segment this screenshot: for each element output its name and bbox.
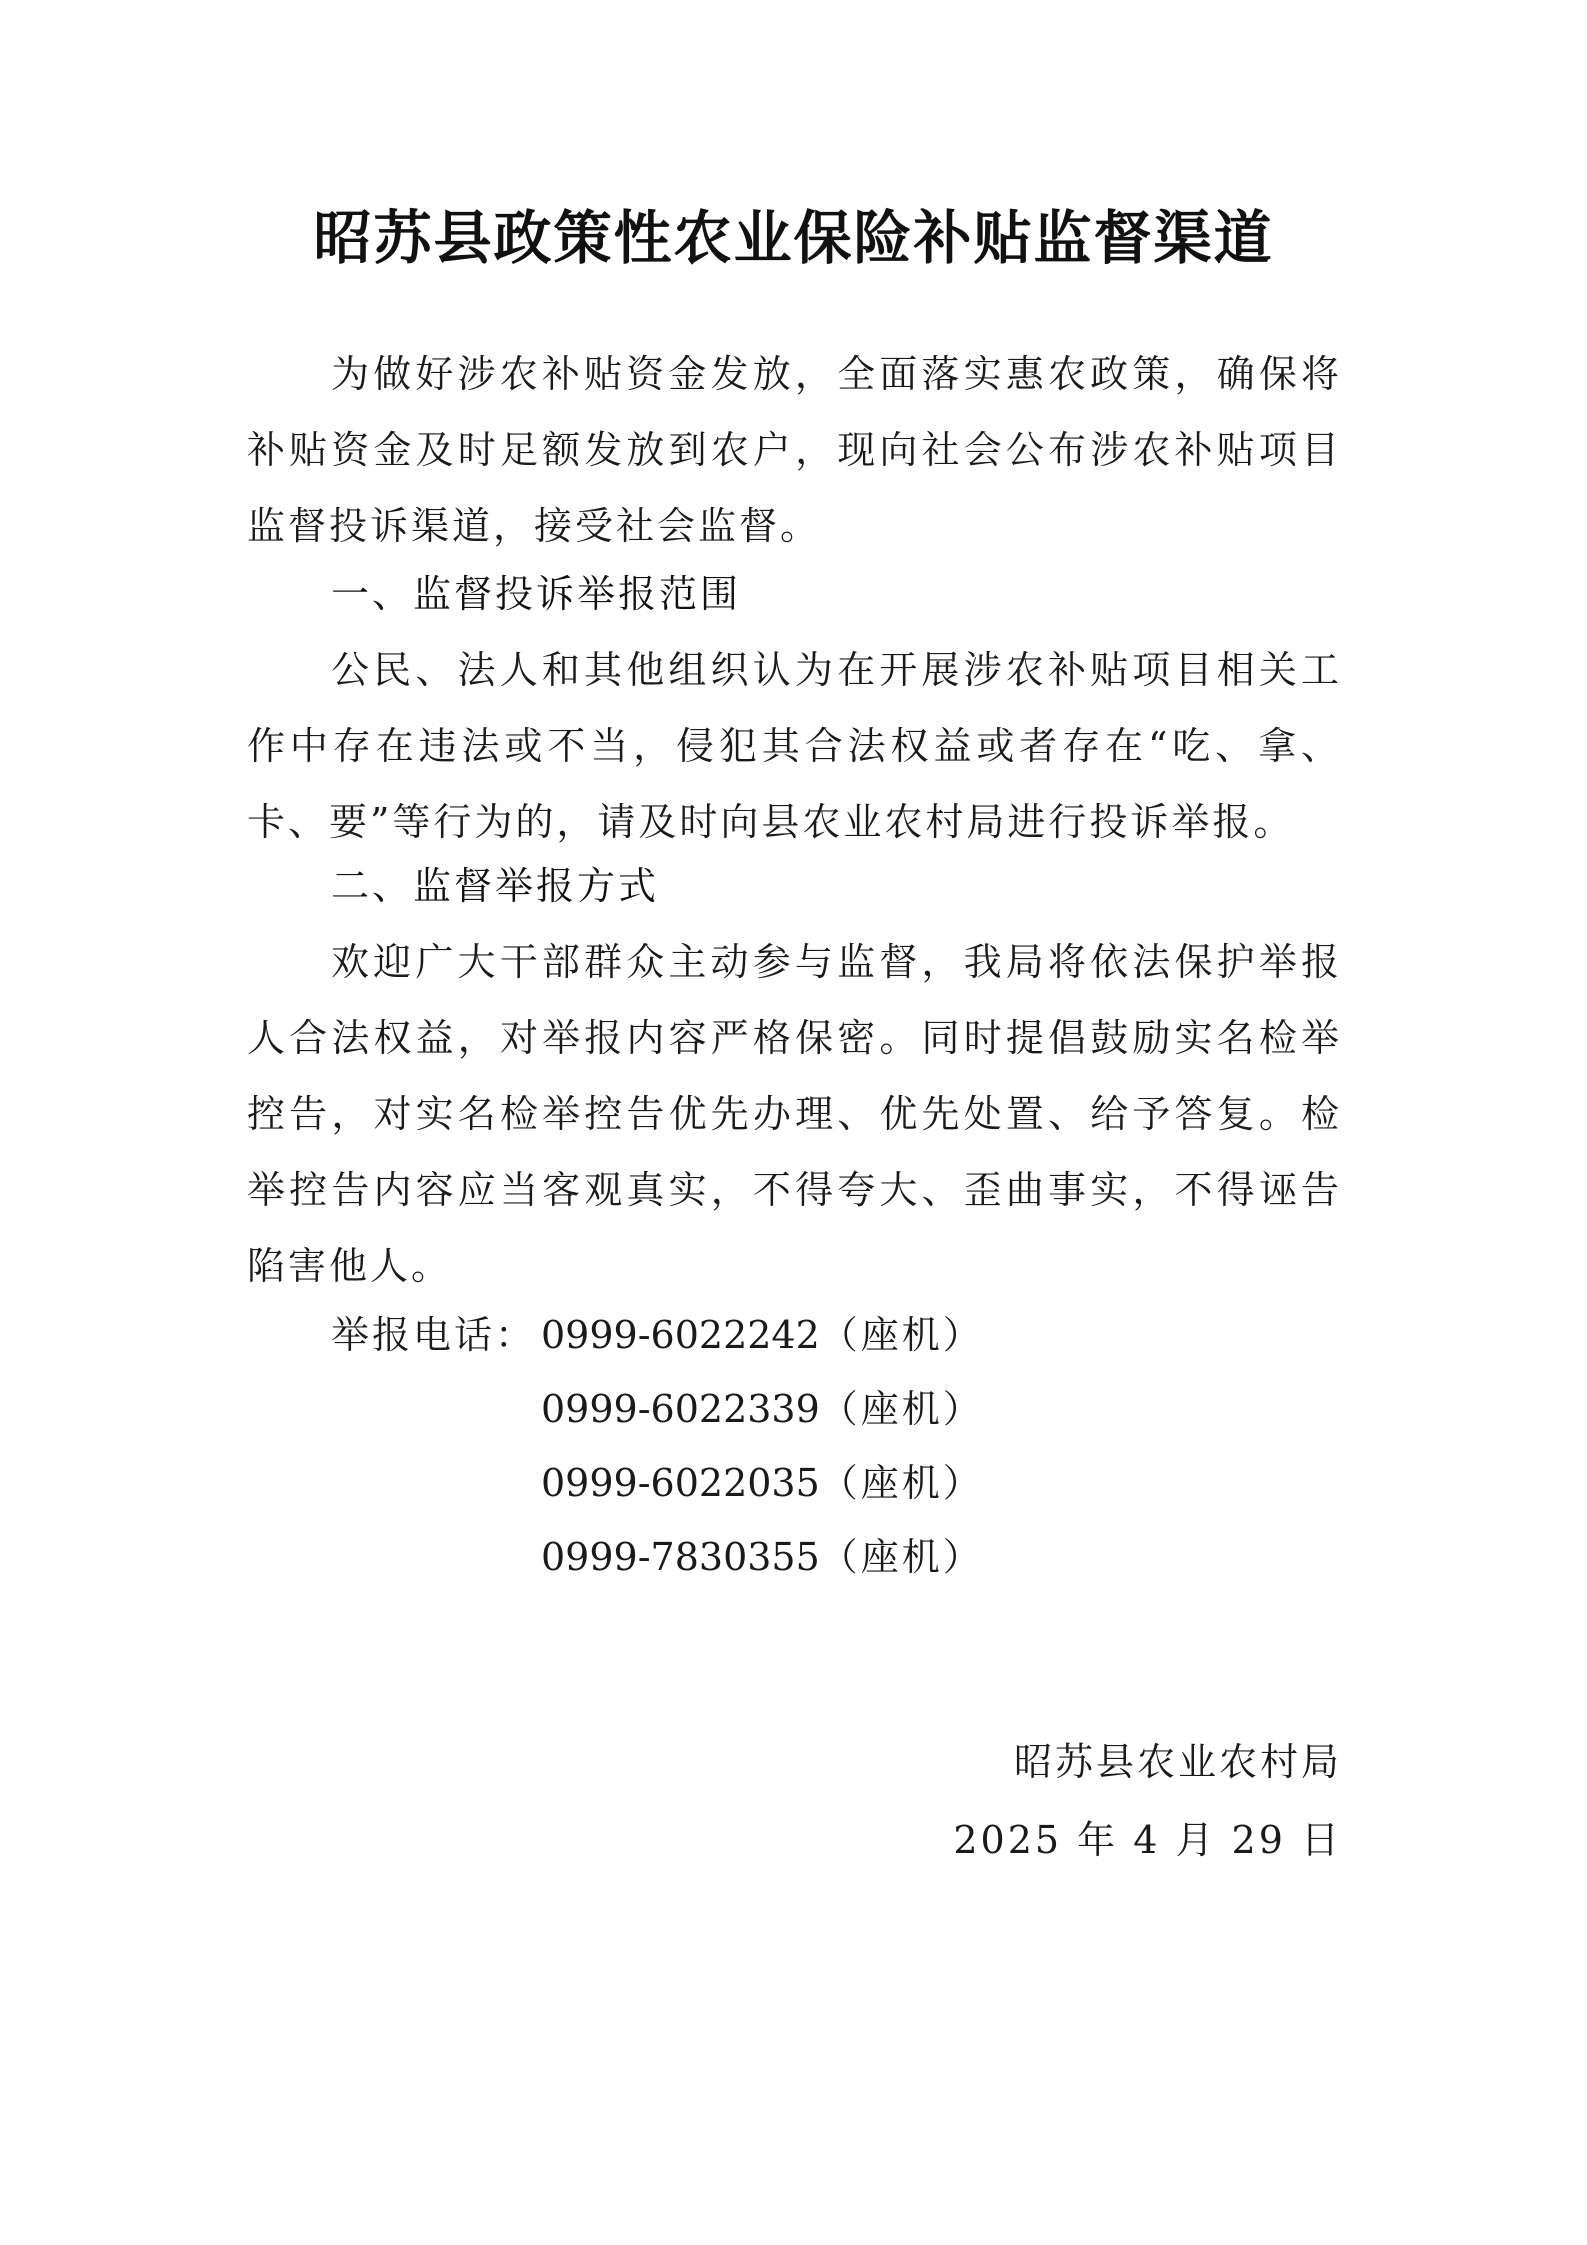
phone-label: 举报电话： [331, 1313, 537, 1357]
phone-note: （座机） [819, 1313, 984, 1357]
signature-organization: 昭苏县农业农村局 [1013, 1740, 1342, 1784]
phone-entry [541, 1372, 984, 1446]
section2-body: 欢迎广大干部群众主动参与监督，我局将依法保护举报人合法权益，对举报内容严格保密。同时提倡鼓励实名检举控告，对实名检举控告优先办理、优先处置、给予答复。检举控告内容应当客观真实，不得夸大、歪曲事实，不得诬告陷害他人。 [247, 940, 1342, 1288]
section1-body: 公民、法人和其他组织认为在开展涉农补贴项目相关工作中存在违法或不当，侵犯其合法权益或者存在“吃、拿、卡、要”等行为的，请及时向县农业农村局进行投诉举报。 [247, 648, 1342, 844]
intro-paragraph: 为做好涉农补贴资金发放，全面落实惠农政策，确保将补贴资金及时足额发放到农户，现向社会公布涉农补贴项目监督投诉渠道，接受社会监督。 [247, 352, 1342, 548]
section2-heading: 二、监督举报方式 [331, 864, 660, 908]
document-title: 昭苏县政策性农业保险补贴监督渠道 [313, 204, 1274, 272]
phone-note: （座机） [819, 1461, 984, 1505]
phone-number: 0999-7830355 [541, 1535, 820, 1579]
phone-number: 0999-6022339 [541, 1387, 820, 1431]
section1-heading: 一、监督投诉举报范围 [331, 572, 742, 616]
phone-note: （座机） [819, 1535, 984, 1579]
phone-entry [541, 1298, 984, 1372]
signature-date: 2025 年 4 月 29 日 [953, 1818, 1342, 1862]
phone-number: 0999-6022035 [541, 1461, 820, 1505]
phone-entry [541, 1520, 984, 1594]
phone-entry [541, 1446, 984, 1520]
phone-number: 0999-6022242 [541, 1313, 820, 1357]
phone-note: （座机） [819, 1387, 984, 1431]
